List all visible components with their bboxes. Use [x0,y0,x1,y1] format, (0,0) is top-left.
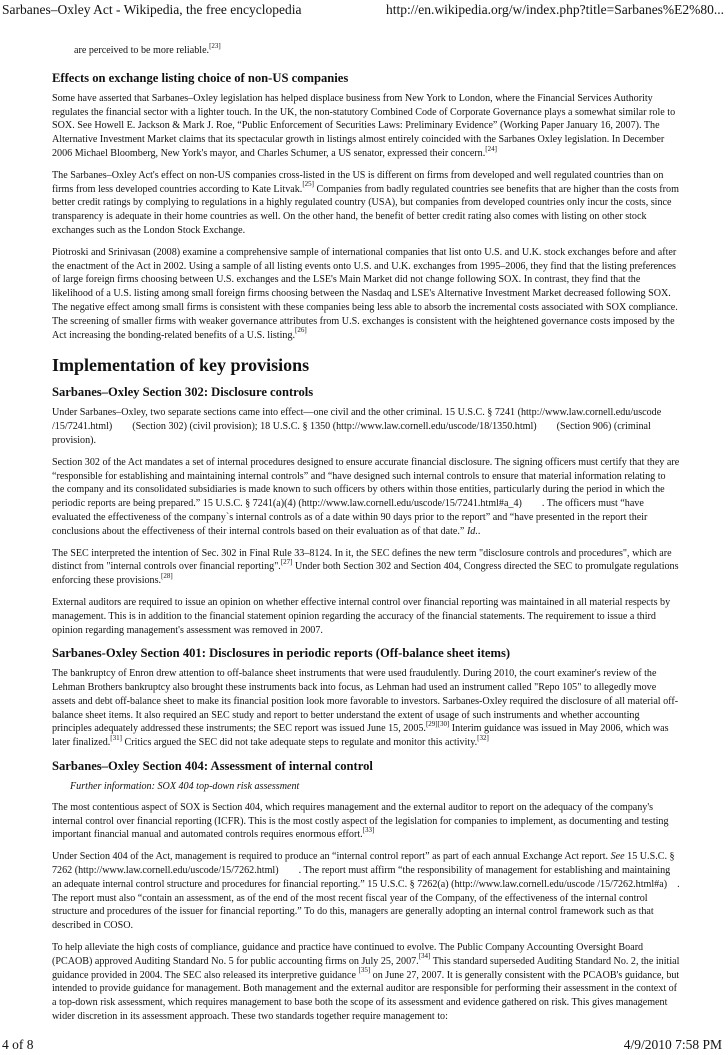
section-heading-404: Sarbanes–Oxley Section 404: Assessment of internal control [52,759,373,774]
citation-link[interactable]: [27] [280,557,293,566]
print-footer [0,1035,728,1055]
citation-link[interactable]: [28] [161,571,173,580]
paragraph: The bankruptcy of Enron drew attention to off-balance sheet instruments that were used fraudulently. During 2010, the court examiner's review of the Lehman Brothers bankruptcy also brought these instruments back into focus, as Lehman had used an instrument called "Repo 105" to allegedly move assets and debt off-balance sheet to make its financial position look more favorable to investors. Sarbanes-Oxley required the disclosure of all material off-balance sheet items. It also required an SEC study and report to better understand the extent of usage of such instruments and whether accounting principles adequately addressed these instruments; the SEC report was issued June 15, 2005.[29][30] Interim guidance was issued in May 2006, which was later finalized.[31] Critics argued the SEC did not take adequate steps to regulate and monitor this activity.[32] [52,668,679,749]
external-link[interactable]: Section 302 of the Act mandates a set of internal procedures designed to ensure accurate financial disclosure. The signing officers must certify that they are “responsible for establishing and maintaining internal controls” and “have designed such internal controls to ensure that material information relating to the company and its consolidated subsidiaries is made known to such officers by others within those entities, particularly during the period in which the periodic reports are being prepared.” 15 U.S.C. § 7241(a)(4) (http://www.law.cornell.edu/uscode/15/7241.html#a_4) [52,456,680,510]
section-heading-exchange: Effects on exchange listing choice of non-US companies [52,70,349,85]
citation-link[interactable]: [33] [362,826,375,835]
paragraph: The SEC interpreted the intention of Sec. 302 in Final Rule 33–8124. In it, the SEC defines the new term "disclosure controls and procedures", which are distinct from "internal controls over financial reporting".[27] Under both Section 302 and Section 404, Congress directed the SEC to promulgate regulations enforcing these provisions.[28] [52,547,679,587]
external-link[interactable]: 15 U.S.C. § 7262 (http://www.law.cornell.edu/uscode/15/7262.html) [52,851,675,877]
paragraph: Section 302 of the Act mandates a set of internal procedures designed to ensure accurate financial disclosure. The signing officers must certify that they are “responsible for establishing and maintaining internal controls” and “have designed such internal controls to ensure that material information relating to the company and its consolidated subsidiaries is made known to such officers by others within those entities, particularly during the period in which the periodic reports are being prepared.” 15 U.S.C. § 7241(a)(4) (http://www.law.cornell.edu/uscode/15/7241.html#a_4) . The officers must “have evaluated the effectiveness of the company`s internal controls as of a date within 90 days prior to the report” and “have presented in the report their conclusions about the effectiveness of their internal controls based on their evaluation as of that date.” Id.. [52,456,680,537]
page-number: 4 of 8 [2,1037,34,1052]
citation-link[interactable]: [32] [477,733,489,742]
citation-link[interactable]: [25] [302,180,314,189]
section-heading-302: Sarbanes–Oxley Section 302: Disclosure controls [52,385,314,400]
print-datetime: 4/9/2010 7:58 PM [623,1037,722,1052]
further-information-link[interactable]: Further information: SOX 404 top-down risk assessment [70,781,300,793]
citation-link[interactable]: [29][30] [425,720,450,729]
page-url[interactable]: http://en.wikipedia.org/w/index.php?title=Sarbanes%E2%80... [386,2,725,17]
external-link[interactable]: Under Sarbanes–Oxley, two separate sections came into effect—one civil and the other criminal. 15 U.S.C. § 7241 (http://www.law.cornell.edu/uscode /15/7241.html) [52,407,662,433]
citation-link[interactable]: [24] [485,144,497,153]
print-header [0,0,728,22]
paragraph: are perceived to be more reliable.[23] [74,41,221,56]
citation-link[interactable]: [26] [295,326,307,335]
citation-link[interactable]: [34] [418,952,431,961]
citation-link[interactable]: [35] [358,966,371,975]
section-heading-401: Sarbanes-Oxley Section 401: Disclosures in periodic reports (Off-balance sheet items) [52,646,511,661]
paragraph: Some have asserted that Sarbanes–Oxley legislation has helped displace business from New York to London, where the Financial Services Authority regulates the financial sector with a lighter touch. In the UK, the non-statutory Combined Code of Corporate Governance plays a somewhat similar role to SOX. See Howell E. Jackson & Mark J. Roe, “Public Enforcement of Securities Laws: Preliminary Evidence” (Working Paper January 16, 2007). The Alternative Investment Market claims that its spectacular growth in listings almost entirely coincided with the Sarbanes Oxley legislation. In December 2006 Michael Bloomberg, New York's mayor, and Charles Schumer, a US senator, expressed their concern.[24] [52,92,676,159]
section-heading-implementation: Implementation of key provisions [52,355,310,376]
external-link[interactable]: (Section 302) (civil provision); 18 U.S.C. § 1350 (http://www.law.cornell.edu/uscode/18/1350.html) [132,421,537,433]
paragraph: External auditors are required to issue an opinion on whether effective internal control over financial reporting was maintained in all material respects by management. This is in addition to the financial statement opinion regarding the accuracy of the financial statements. The requirement to issue a third opinion regarding management's assessment was removed in 2007. [52,596,671,636]
citation-link[interactable]: [23] [209,41,221,50]
external-link[interactable]: . The report must affirm “the responsibility of management for establishing and maintaining an adequate internal control structure and procedures for financial reporting.” 15 U.S.C. § 7262(a) (http://www.law.cornell.edu/uscode /15/7262.html#a) [52,865,671,890]
page-title: Sarbanes–Oxley Act - Wikipedia, the free encyclopedia [2,2,302,17]
paragraph: Under Section 404 of the Act, management is required to produce an “internal control report” as part of each annual Exchange Act report. See 15 U.S.C. § 7262 (http://www.law.cornell.edu/uscode/15/7262.html) . The report must affirm “the responsibility of management for establishing and maintaining an adequate internal control structure and procedures for financial reporting.” 15 U.S.C. § 7262(a) (http://www.law.cornell.edu/uscode /15/7262.html#a) . The report must also “contain an assessment, as of the end of the most recent fiscal year of the Company, of the effectiveness of the internal control structure and procedures of the issuer for financial reporting.” To do this, managers are generally adopting an internal control framework such as that described in COSO. [52,851,680,932]
paragraph: Under Sarbanes–Oxley, two separate sections came into effect—one civil and the other criminal. 15 U.S.C. § 7241 (http://www.law.cornell.edu/uscode /15/7241.html) (Section 302) (civil provision); 18 U.S.C. § 1350 (http://www.law.cornell.edu/uscode/18/1350.html) (Section 906) (criminal provision). [52,407,662,446]
citation-link[interactable]: [31] [110,733,122,742]
paragraph: To help alleviate the high costs of compliance, guidance and practice have continued to evolve. The Public Company Accounting Oversight Board (PCAOB) approved Auditing Standard No. 5 for public accounting firms on July 25, 2007.[34] This standard superseded Auditing Standard No. 2, the initial guidance provided in 2004. The SEC also released its interpretive guidance [35] on June 27, 2007. It is generally consistent with the PCAOB's guidance, but intended to provide guidance for management. Both management and the external auditor are responsible for performing their assessment in the context of a top-down risk assessment, which requires management to base both the scope of its assessment and evidence gathered on risk. This gives management wider discretion in its assessment approach. These two standards together require management to: [52,942,680,1023]
paragraph: Piotroski and Srinivasan (2008) examine a comprehensive sample of international companies that list onto U.S. and U.K. stock exchanges before and after the enactment of the Act in 2002. Using a sample of all listing events onto U.S. and U.K. exchanges from 1995–2006, they find that the listing preferences of large foreign firms choosing between U.S. exchanges and the LSE's Main Market did not change following SOX. In contrast, they find that the likelihood of a U.S. listing among small foreign firms choosing between the Nasdaq and LSE's Alternative Investment Market decreased following SOX. The negative effect among small firms is consistent with these companies being less able to absorb the incremental costs associated with SOX compliance. The screening of smaller firms with weaker governance attributes from U.S. exchanges is consistent with the heightened governance costs imposed by the Act increasing the bonding-related benefits of a U.S. listing.[26] [52,246,678,341]
paragraph: The most contentious aspect of SOX is Section 404, which requires management and the external auditor to report on the adequacy of the company's internal control over financial reporting (ICFR). This is the most costly aspect of the legislation for companies to implement, as documenting and testing important financial manual and automated controls requires enormous effort.[33] [52,801,669,841]
paragraph: The Sarbanes–Oxley Act's effect on non-US companies cross-listed in the US is different on firms from developed and well regulated countries than on firms from less developed countries according to Kate Litvak.[25] Companies from badly regulated countries see benefits that are higher than the costs from better credit ratings by complying to regulations in a highly regulated country (USA), but companies from developed countries only incur the costs, since transparency is adequate in their home countries as well. On the other hand, the benefit of better credit rating also comes with listing on other stock exchanges such as the London Stock Exchange. [52,169,679,236]
article-body [52,41,680,1032]
